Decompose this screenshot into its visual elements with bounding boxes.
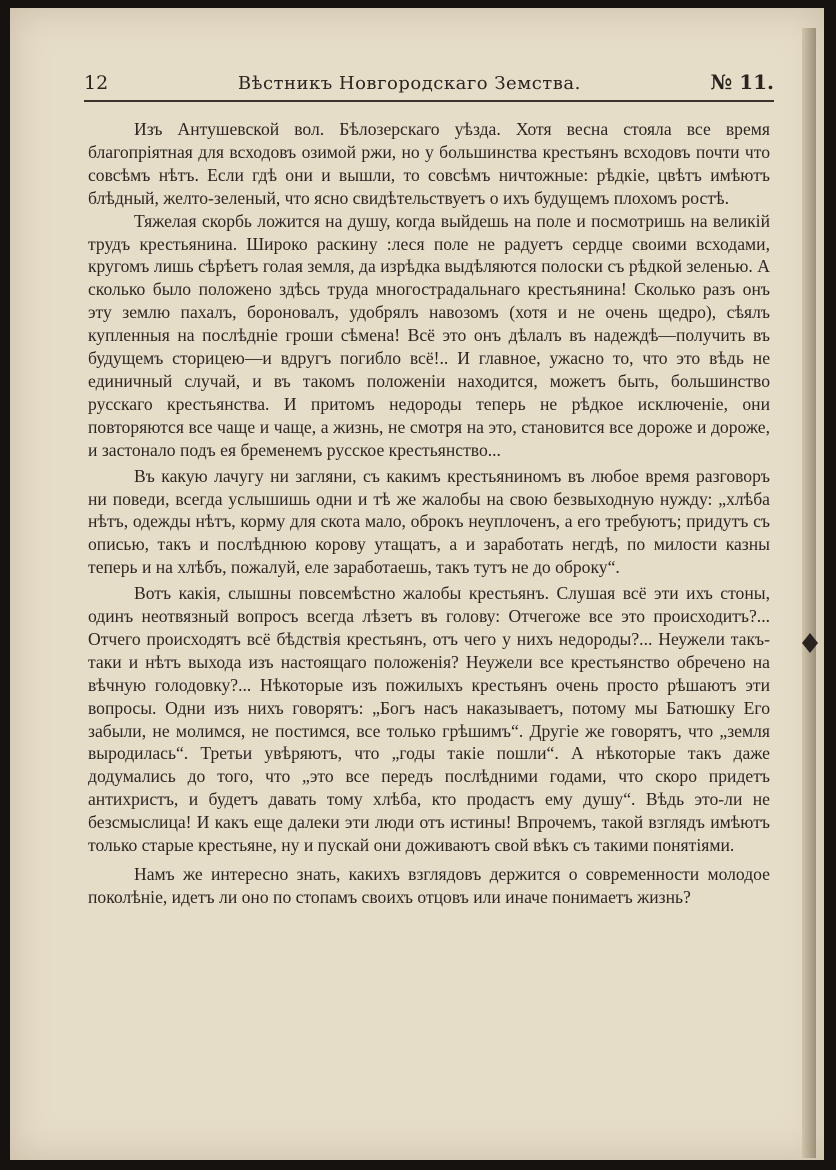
journal-title: Вѣстникъ Новгородскаго Земства. (237, 73, 581, 94)
header-rule (84, 100, 774, 102)
running-header (84, 70, 774, 96)
issue-number: № 11. (710, 70, 774, 94)
paragraph: Намъ же интересно знать, какихъ взглядовъ держится о современности молодое поколѣніе, идетъ ли оно по стопамъ своихъ отцовъ или иначе понимаетъ жизнь? (88, 864, 770, 907)
page-edge (802, 28, 816, 1158)
book-page (10, 8, 824, 1160)
paragraph: Вотъ какія, слышны повсемѣстно жалобы крестьянъ. Слушая всё эти ихъ стоны, одинъ неотвязный вопросъ всегда лѣзетъ въ голову: Отчегоже все это происходитъ?... Отчего происходятъ всё бѣдствія крестьянъ, отъ чего у нихъ недороды?... Неужели такъ-таки и нѣтъ выхода изъ настоящаго положенія? Неужели все крестьянство обречено на вѣчную голодовку?... Нѣкоторые изъ пожилыхъ крестьянъ очень просто рѣшаютъ эти вопросы. Одни изъ нихъ говорятъ: „Богъ насъ наказываетъ, потому мы Батюшку Его забыли, не молимся, не постимся, все только грѣшимъ“. Другіе же говорятъ, что „земля выродилась“. Третьи увѣряютъ, что „годы такіе пошли“. А нѣкоторые такъ даже додумались до того, что „это все передъ послѣдними годами, что скоро придетъ антихристъ, и будетъ давать тому хлѣба, кто продастъ ему душу“. Вѣдь это-ли не безсмыслица! И какъ еще далеки эти люди отъ истины! Впрочемъ, такой взглядъ имѣютъ только старые крестьяне, ну и пускай они доживаютъ свой вѣкъ съ такими понятіями. (88, 583, 770, 856)
page-number: 12 (84, 72, 109, 94)
paragraph: Изъ Антушевской вол. Бѣлозерскаго уѣзда. Хотя весна стояла все время благопріятная для всходовъ озимой ржи, но у большинства крестьянъ всходовъ почти что совсѣмъ нѣтъ. Если гдѣ они и вышли, то совсѣмъ ничтожные: рѣдкіе, цвѣтъ имѣютъ блѣдный, желто-зеленый, что ясно свидѣтельствуетъ о ихъ будущемъ плохомъ ростѣ. (88, 119, 770, 208)
paragraph: Въ какую лачугу ни загляни, съ какимъ крестьяниномъ въ любое время разговоръ ни поведи, всегда услышишь одни и тѣ же жалобы на свою безвыходную нужду: „хлѣба нѣтъ, одежды нѣтъ, корму для скота мало, оброкъ неуплоченъ, а его требуютъ; придутъ съ описью, такъ и послѣднюю корову утащатъ, а и заработать негдѣ, по милости казны теперь и на хлѣбъ, пожалуй, еле заработаешь, такъ тутъ не до оброку“. (88, 465, 770, 578)
binding-clip-icon (800, 628, 820, 658)
paragraph: Тяжелая скорбь ложится на душу, когда выйдешь на поле и посмотришь на великій трудъ крестьянина. Широко раскину :леся поле не радуетъ сердце своими всходами, кругомъ лишь сѣрѣетъ голая земля, да изрѣдка выдѣляются полоски съ рѣдкой зеленью. А сколько было положено здѣсь труда многострадальнаго крестьянина! Сколько разъ онъ эту землю пахалъ, бороновалъ, удобрялъ навозомъ (хотя и не очень щедро), сѣялъ купленныя на послѣдніе гроши сѣмена! Всё это онъ дѣлалъ въ надеждѣ—получить въ будущемъ сторицею—и вдругъ погибло всё!.. И главное, ужасно то, что это вѣдь не единичный случай, и въ такомъ положеніи находится, можетъ быть, большинство русскаго крестьянства. И притомъ недороды теперь не рѣдкое исключеніе, они повторяются все чаще и чаще, а жизнь, не смотря на это, становится все дороже и дороже, и застонало подъ ея бременемъ русское крестьянство... (88, 210, 770, 460)
article-body (88, 118, 770, 909)
